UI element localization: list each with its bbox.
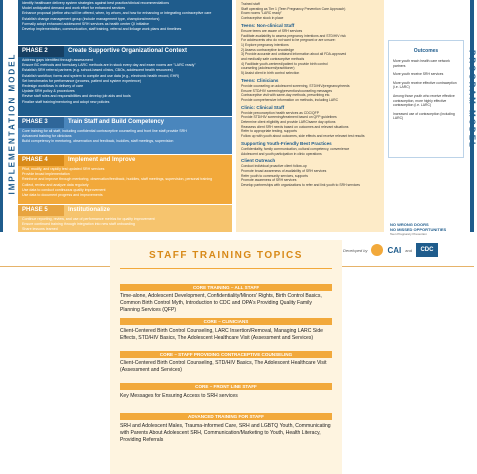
cdc-logo: CDC xyxy=(416,243,438,257)
activity-item: For adolescents who do not want to be pregnant or are unsure: xyxy=(241,38,336,43)
cai-logo-icon xyxy=(371,244,383,256)
phase-item: Establish change management group (include management type, champions/mentors) xyxy=(22,16,160,21)
phase-item: Collect, review and analyze data regularly xyxy=(22,182,89,187)
phase-item: Address gaps identified through assessment xyxy=(22,58,93,62)
phase-body xyxy=(18,216,232,235)
tagline-main: NO WRONG DOORS NO MISSED OPPORTUNITIES xyxy=(390,222,447,232)
activity-item: 3) Provide accurate and unbiased information about all FDA-approved xyxy=(241,52,347,57)
phase-item: Core training for all staff, including confidential contraceptive counseling and front line staff provide SRH xyxy=(22,129,187,133)
phase-body xyxy=(18,0,232,34)
activity-item: Contraceptive visit with same-day methods, prescribing etc. xyxy=(241,93,331,98)
phase-2 xyxy=(18,45,232,116)
phase-item: Revise staff roles and responsibilities and develop job aids and tools xyxy=(22,94,131,99)
activity-item: Confidentiality, family communication, cultural competency, convenience xyxy=(241,146,350,151)
and-text: and xyxy=(405,247,412,253)
phase-body xyxy=(18,57,232,107)
activity-item: Determine client eligibility and provide LARC/same day options xyxy=(241,120,336,125)
tagline-sub: Teen Pregnancy Prevention xyxy=(390,232,427,236)
training-rule xyxy=(120,268,332,269)
activity-item: Exam rooms "LARC ready" xyxy=(241,11,282,16)
phase-item: Ensure continued training through integration into new staff onboarding xyxy=(22,222,135,227)
activity-item: Provide STD/HIV screening/treatment based on QFP guidelines xyxy=(241,115,337,120)
phase-header xyxy=(18,155,232,166)
phases-column xyxy=(18,0,232,232)
phase-body xyxy=(18,166,232,200)
phase-item: Provide broad implementation xyxy=(22,172,70,177)
activity-item: Provide counseling on adolescent screening, STD/HIV/pregnancy/needs xyxy=(241,83,350,88)
phase-title: Create Supportive Organizational Context xyxy=(68,48,188,54)
training-text: Client-Centered Birth Control Counseling, LARC Insertion/Removal, Managing LARC Side Effects, STD/HIV Basics, The Adolescent Healthcare Visit (Assessment and Services) xyxy=(120,328,323,341)
training-text: Time-alone, Adolescent Development, Confidentiality/Minors' Rights, Birth Control Basics, Common Birth Control Myth, Introduction to CDC and OPA's Providing Quality Family Planning Services (QFP) xyxy=(120,293,322,313)
phase-item: Set benchmarks for performance (process, patient and system experience) xyxy=(22,78,142,83)
phase-number: PHASE 2 xyxy=(18,46,64,57)
section-title: Teens: Non-clinical Staff xyxy=(241,22,295,28)
outcome-item: Among those youth who receive effective contraception, more highly effective contraception (i.e. LARC) xyxy=(393,93,455,108)
phase-header xyxy=(18,205,232,216)
partner-logos xyxy=(343,240,471,260)
phase-number: PHASE 3 xyxy=(18,117,64,128)
activity-item: Develop partnerships with organizations to refer and link youth to SRH services xyxy=(241,183,360,188)
phase-item: Continue reporting, review, and use of performance metrics for quality improvement xyxy=(22,217,155,221)
phase-body xyxy=(18,128,232,147)
phase-title: Implement and Improve xyxy=(68,157,136,163)
outcome-item: More youth reach health care network partners xyxy=(393,59,450,68)
activity-item: Provide comprehensive information on methods, including LARC xyxy=(241,97,339,102)
phase-number: PHASE 5 xyxy=(18,205,64,216)
activity-item: Reassess client SRH needs based on outcomes and relevant situations xyxy=(241,124,349,129)
outcomes-title: Outcomes xyxy=(413,48,439,54)
activity-item: Conduct individual proactive client follow-up xyxy=(241,164,307,169)
phase-header xyxy=(18,117,232,128)
tagline xyxy=(390,222,470,237)
activity-item: Ensure STD/HIV screening/prevention/counseling messages xyxy=(241,88,333,93)
activity-item: Promote broad awareness of availability of SRH services xyxy=(241,168,327,173)
activity-item: Refer to appropriate testing, supports xyxy=(241,129,297,134)
training-text: Client-Centered Birth Control Counseling, STD/HIV Basics, The Adolescent Healthcare Visit (Assessment and Services) xyxy=(120,360,327,373)
outcome-item: More youth receive effective contraception (i.e. LARC) xyxy=(393,80,457,90)
phase-item: Formally adopt enhanced adolescent SRH services as health center QI initiative xyxy=(22,21,150,26)
activity-item: 5) Assist client in birth control selection xyxy=(241,71,300,76)
implementation-model-label: IMPLEMENTATION MODEL xyxy=(7,52,17,195)
staff-training-panel xyxy=(110,240,342,474)
phase-item: Redesign workflows in delivery of care xyxy=(22,84,84,89)
training-band: CORE – FRONT LINE STAFF xyxy=(120,383,332,390)
phase-item: Build competency in mentoring, observation and feedback, huddles, staff meetings, supervision xyxy=(22,139,174,144)
phase-3 xyxy=(18,116,232,154)
phase-number: PHASE 4 xyxy=(18,155,64,166)
activity-item: Ensure teens are aware of SRH services xyxy=(241,28,303,33)
section-title: Client Outreach xyxy=(241,158,276,164)
training-band: ADVANCED TRAINING FOR STAFF xyxy=(120,413,332,420)
outcome-item: Increased use of contraception (including LARC) xyxy=(393,111,455,121)
section-title: Clinic: Clinical Staff xyxy=(241,104,285,110)
phase-5 xyxy=(18,204,232,232)
phase-title: Institutionalize xyxy=(68,207,110,213)
activity-item: Refer youth to community services, supports xyxy=(241,173,308,178)
phase-item: Establish SRH referral partners (e.g. school-based clinics, CBOs, adolescent health resources) xyxy=(22,68,173,73)
training-text: Key Messages for Ensuring Access to SRH services xyxy=(120,393,238,399)
developed-by-text: Developed by xyxy=(343,247,368,253)
activity-item: and medically safe contraceptive methods xyxy=(241,57,305,62)
activity-item: Follow up with youth about outcomes, side effects and receive relevant test results xyxy=(241,134,365,139)
activity-item: 2) Assess contraceptive knowledge xyxy=(241,47,294,52)
activity-item: 4) Facilitate youth-centered/patient to provide birth control xyxy=(241,61,328,66)
program-model-label: PROGRAM MODEL xyxy=(467,50,477,149)
phase-item: Share lessons learned xyxy=(22,227,58,232)
phase-item: Identify healthcare delivery system strategies against best practice/clinical recommendations xyxy=(22,1,170,5)
phase-item: Establish workflow, forms and system to compile and use data (e.g., electronic health record, EHR) xyxy=(22,73,180,78)
activity-item: 1) Explore pregnancy intentions xyxy=(241,42,289,47)
training-text: SRH and Adolescent Males, Trauma-informed Care, SRH and LGBTQ Youth, Communicating with Parents About Adolescent SRH, Communication/Marketing to Youth, Health Literacy, Providing Referrals xyxy=(120,423,331,443)
cai-logo-text: CAI xyxy=(387,245,402,255)
outcomes-box xyxy=(388,40,464,158)
training-band: CORE – CLINICIANS xyxy=(120,318,332,325)
activity-item: Promote awareness of SRH services xyxy=(241,178,297,183)
program-activities-column xyxy=(236,0,384,232)
left-accent-bar xyxy=(0,0,3,232)
phase-4 xyxy=(18,154,232,204)
activity-item: Facilitate availability to assess pregnancy intentions and STD/HIV risk xyxy=(241,33,346,38)
training-band: CORE TRAINING – ALL STAFF xyxy=(120,284,332,291)
phase-item: Ensure BC methods and formulary LARC methods are in stock every day and exam rooms are "LARC ready" xyxy=(22,63,196,68)
phase-item: Finalize staff training/mentoring and adopt new policies xyxy=(22,99,110,104)
training-title: STAFF TRAINING TOPICS xyxy=(149,250,303,261)
phase-item: Enhance proposal (define who will be offered, when, by whom, and how for enhancing or integrating contraceptive care xyxy=(22,11,212,16)
activity-item: Contraceptive stock in place xyxy=(241,16,284,21)
activity-item: counseling (adolescent/practitioner) xyxy=(241,66,295,71)
phase-item: Develop implementation, communication, staff training, referral and linkage work plans and timelines xyxy=(22,27,182,32)
phase-item: Update SRH policy & procedures xyxy=(22,89,75,94)
activity-item: Adolescent and youth participation in clinic operations xyxy=(241,151,322,156)
phase-item: Use data to document progress and improvements xyxy=(22,193,103,198)
activity-item: Provide preconception health services as CDC/QFP xyxy=(241,110,320,115)
phase-item: Pilot, modify, and rapidly test updated SRH services xyxy=(22,167,105,171)
phase-header xyxy=(18,46,232,57)
phase-item: Advanced training for clinicians xyxy=(22,134,72,139)
outcome-item: More youth receive SRH services xyxy=(393,72,444,77)
section-title: Teens: Clinicians xyxy=(241,77,279,83)
activity-item: Staff operating as Tier 1 (Teen Pregnancy Prevention Care Approach) xyxy=(241,6,346,11)
phase-item: Use data to conduct continuous quality improvement xyxy=(22,187,106,192)
training-band: CORE – STAFF PROVIDING CONTRACEPTIVE COUNSELING xyxy=(120,351,332,358)
phase-item: Reinforce and improve through mentoring, observation/feedback, huddles, staff meetings, supervision, personal training xyxy=(22,177,213,182)
phase-1 xyxy=(18,0,232,45)
activity-item: Trained staff xyxy=(241,2,260,6)
phase-title: Train Staff and Build Competency xyxy=(68,119,165,125)
section-title: Supporting Youth-Friendly Best Practices xyxy=(241,140,332,146)
phase-item: Model anticipated demand and work effort for enhanced services xyxy=(22,6,126,11)
